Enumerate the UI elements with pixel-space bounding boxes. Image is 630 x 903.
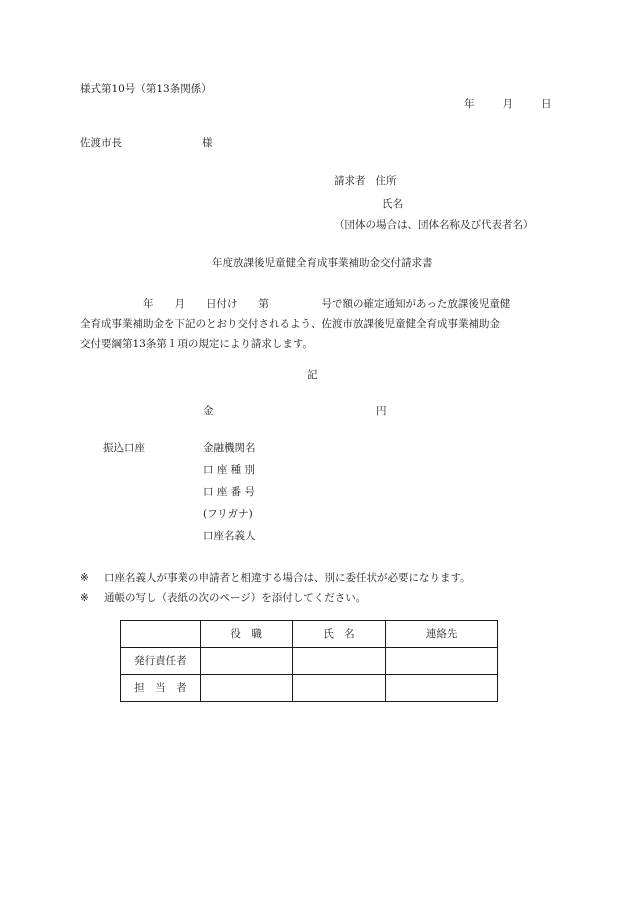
note-item (80, 568, 471, 588)
document-title: 年度放課後児童健全育成事業補助金交付請求書 (212, 257, 433, 269)
claimant-address-line (334, 176, 397, 187)
ki-heading: 記 (307, 369, 318, 381)
table-cell[interactable] (200, 675, 292, 702)
bank-field-furigana: (フリガナ) (203, 508, 253, 520)
date-line (464, 99, 552, 110)
table-header-row (121, 621, 498, 648)
note-item (80, 588, 471, 608)
amount-unit: 円 (376, 405, 387, 417)
bank-field-name: 金融機関名 (203, 442, 256, 454)
note-text: 通帳の写し（表紙の次のページ）を添付してください。 (104, 592, 367, 604)
table-cell[interactable] (292, 648, 386, 675)
table-cell[interactable] (292, 675, 386, 702)
notes (80, 568, 471, 608)
addressee-name: 佐渡市長 (80, 137, 122, 149)
table-header-cell: 連絡先 (386, 621, 498, 648)
date-month: 月 (502, 98, 513, 110)
bank-field-holder: 口座名義人 (203, 530, 256, 542)
body-line: 交付要綱第13条第１項の規定により請求します。 (80, 338, 314, 350)
body-line: 全育成事業補助金を下記のとおり交付されるよう、佐渡市放課後児童健全育成事業補助金 (80, 318, 500, 330)
address-label: 住所 (375, 175, 397, 187)
body-paragraph (80, 294, 552, 354)
note-mark: ※ (80, 572, 89, 584)
responsibility-table (120, 620, 498, 702)
date-year: 年 (464, 98, 475, 110)
addressee (80, 138, 213, 149)
table-header-cell (121, 621, 201, 648)
claimant-label: 請求者 (334, 175, 366, 187)
table-header-cell: 役 職 (200, 621, 292, 648)
bank-field-number: 口 座 番 号 (203, 486, 256, 498)
note-text: 口座名義人が事業の申請者と相違する場合は、別に委任状が必要になります。 (104, 572, 471, 584)
table-cell[interactable] (386, 675, 498, 702)
name-label: 氏名 (382, 198, 403, 210)
date-day: 日 (541, 98, 552, 110)
form-number: 様式第10号（第13条関係） (80, 83, 212, 95)
amount-label: 金 (203, 405, 214, 417)
bank-field-type: 口 座 種 別 (203, 464, 256, 476)
bank-heading: 振込口座 (103, 442, 145, 454)
table-row (121, 648, 498, 675)
table-row (121, 675, 498, 702)
addressee-honorific: 様 (202, 137, 213, 149)
note-mark: ※ (80, 592, 89, 604)
table-cell[interactable] (386, 648, 498, 675)
table-cell[interactable] (200, 648, 292, 675)
org-note: （団体の場合は、団体名称及び代表者名） (334, 219, 534, 231)
row-label: 発行責任者 (121, 648, 201, 675)
table-header-cell: 氏 名 (292, 621, 386, 648)
body-line: 年 月 日付け 第 号で額の確定通知があった放課後児童健 (80, 298, 511, 310)
row-label: 担 当 者 (121, 675, 201, 702)
